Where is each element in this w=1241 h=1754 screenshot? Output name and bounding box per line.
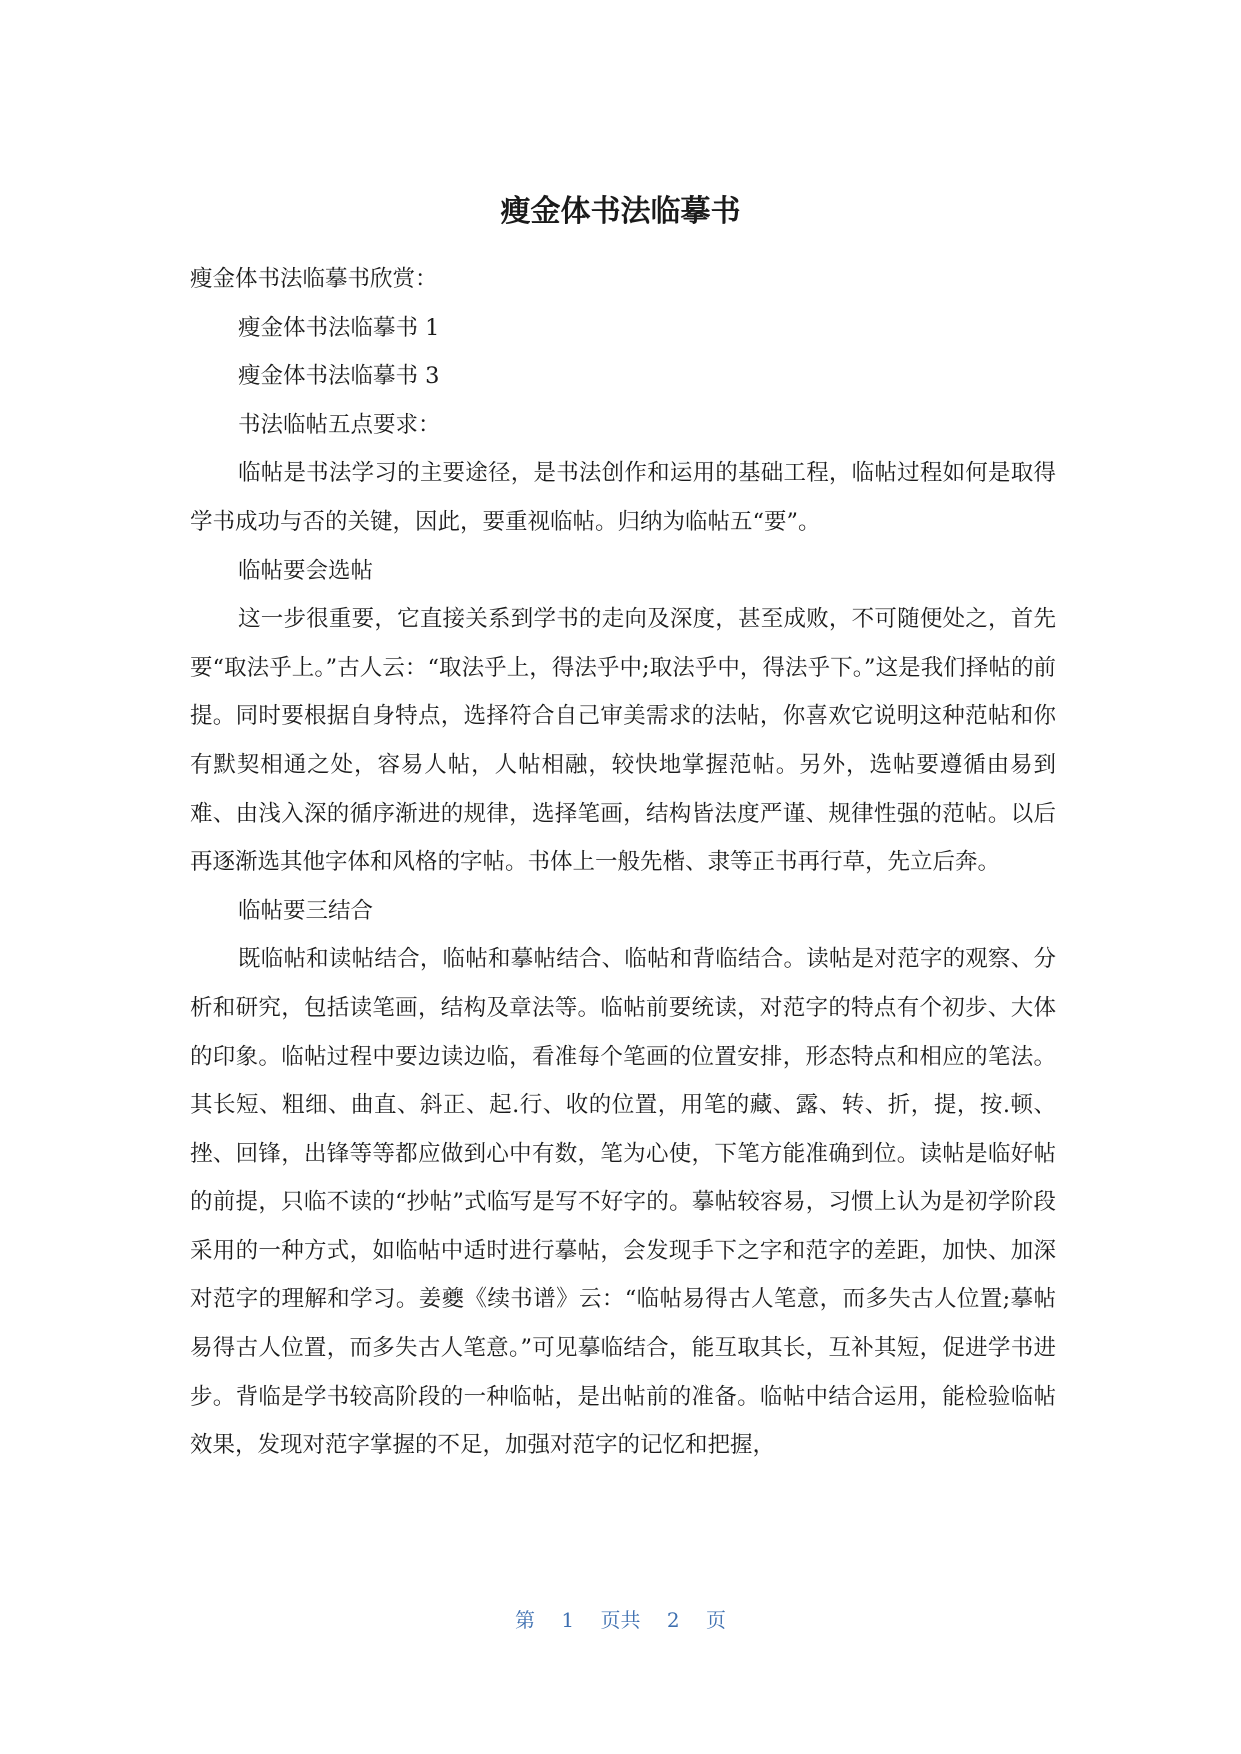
subheading-choose-copybook: 临帖要会选帖 (238, 557, 374, 584)
image-caption-1: 瘦金体书法临摹书 1 (238, 314, 440, 341)
total-page-number: 2 (666, 1608, 680, 1632)
image-caption-3: 瘦金体书法临摹书 3 (238, 363, 440, 390)
document-body (190, 255, 1056, 1470)
current-page-number: 1 (561, 1608, 575, 1632)
subheading-three-combinations: 临帖要三结合 (238, 897, 374, 924)
page-label-suffix: 页 (705, 1608, 726, 1632)
page-footer (0, 1606, 1241, 1634)
body-paragraph: 临帖是书法学习的主要途径，是书法创作和运用的基础工程，临帖过程如何是取得学书成功与否的关键，因此，要重视临帖。归纳为临帖五“要”。 (190, 460, 1056, 535)
intro-line: 瘦金体书法临摹书欣赏： (190, 266, 438, 292)
page-label-mid: 页共 (600, 1608, 641, 1632)
document-title: 瘦金体书法临摹书 (500, 194, 741, 229)
page-label-prefix: 第 (515, 1608, 536, 1632)
section-heading-requirements: 书法临帖五点要求： (238, 411, 441, 438)
body-paragraph: 既临帖和读帖结合，临帖和摹帖结合、临帖和背临结合。读帖是对范字的观察、分析和研究，包括读笔画，结构及章法等。临帖前要统读，对范字的特点有个初步、大体的印象。临帖过程中要边读边临，看准每个笔画的位置安排，形态特点和相应的笔法。其长短、粗细、曲直、斜正、起.行、收的位置，用笔的藏、露、转、折，提，按.顿、挫、回锋，出锋等等都应做到心中有数，笔为心使，下笔方能准确到位。读帖是临好帖的前提，只临不读的“抄帖”式临写是写不好字的。摹帖较容易，习惯上认为是初学阶段采用的一种方式，如临帖中适时进行摹帖，会发现手下之字和范字的差距，加快、加深对范字的理解和学习。姜夔《续书谱》云：“临帖易得古人笔意，而多失古人位置;摹帖易得古人位置，而多失古人笔意。”可见摹临结合，能互取其长，互补其短，促进学书进步。背临是学书较高阶段的一种临帖，是出帖前的准备。临帖中结合运用，能检验临帖效果，发现对范字掌握的不足，加强对范字的记忆和把握， (190, 946, 1056, 1459)
body-paragraph: 这一步很重要，它直接关系到学书的走向及深度，甚至成败，不可随便处之，首先要“取法乎上。”古人云：“取法乎上，得法乎中;取法乎中，得法乎下。”这是我们择帖的前提。同时要根据自身特点，选择符合自己审美需求的法帖，你喜欢它说明这种范帖和你有默契相通之处，容易人帖，人帖相融，较快地掌握范帖。另外，选帖要遵循由易到难、由浅入深的循序渐进的规律，选择笔画，结构皆法度严谨、规律性强的范帖。以后再逐渐选其他字体和风格的字帖。书体上一般先楷、隶等正书再行草，先立后奔。 (190, 606, 1056, 876)
